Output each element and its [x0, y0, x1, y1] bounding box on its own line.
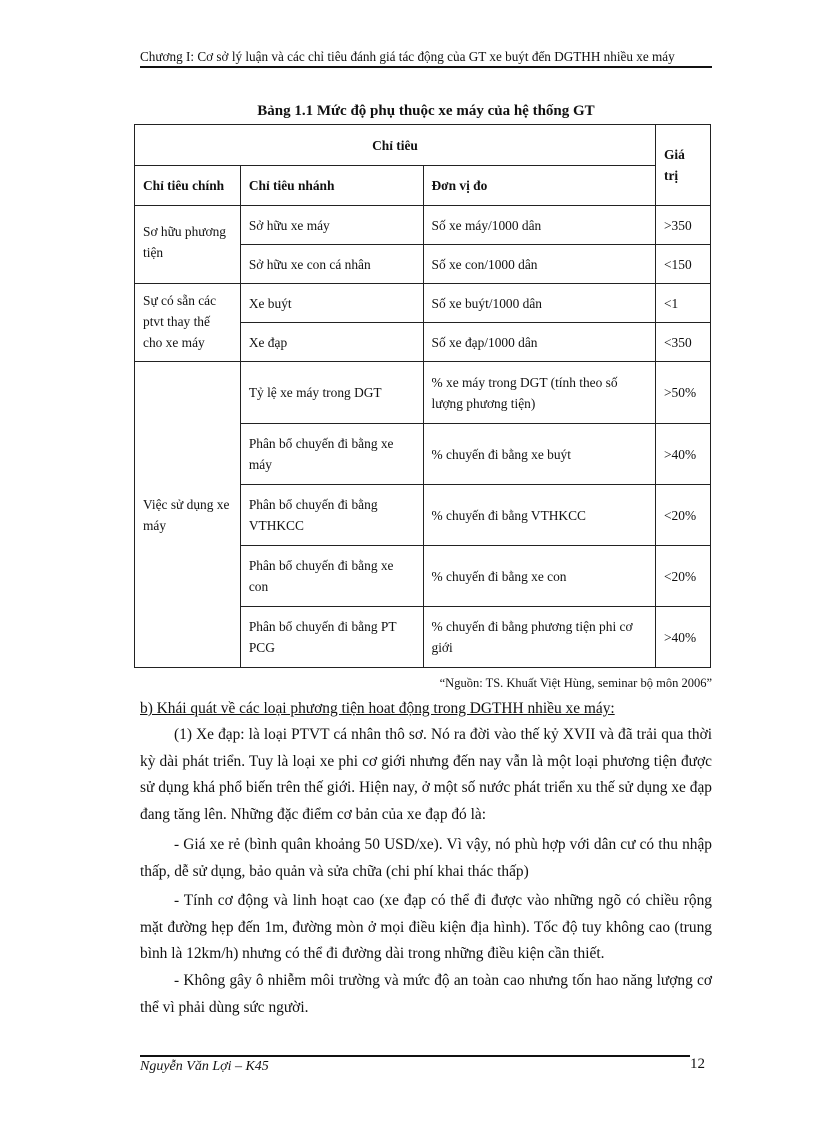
unit-cell: Số xe buýt/1000 dân	[423, 284, 656, 323]
section-subheading: b) Khái quát về các loại phương tiện hoat động trong DGTHH nhiều xe máy:	[140, 700, 615, 717]
value-cell: >40%	[656, 424, 711, 485]
unit-cell: Số xe máy/1000 dân	[423, 206, 656, 245]
unit-cell: % chuyến đi bằng phương tiện phi cơ giới	[423, 607, 656, 668]
table-caption: Bảng 1.1 Mức độ phụ thuộc xe máy của hệ thống GT	[257, 103, 595, 119]
body-paragraph: - Không gây ô nhiễm môi trường và mức độ an toàn cao nhưng tốn hao năng lượng cơ thể vì phải dùng sức người.	[140, 972, 712, 1016]
value-cell: <20%	[656, 485, 711, 546]
body-paragraph: - Giá xe rẻ (bình quân khoảng 50 USD/xe). Vì vậy, nó phù hợp với dân cư có thu nhập thấp, dễ sử dụng, bảo quản và sửa chữa (chi phí khai thác thấp)	[140, 836, 712, 880]
sub-indicator-cell: Xe buýt	[240, 284, 423, 323]
table-row	[135, 206, 711, 245]
value-cell: <150	[656, 245, 711, 284]
value-cell: >50%	[656, 362, 711, 424]
unit-cell: % chuyến đi bằng xe buýt	[423, 424, 656, 485]
unit-cell: % chuyến đi bằng VTHKCC	[423, 485, 656, 546]
body-paragraph: - Tính cơ động và linh hoạt cao (xe đạp có thể đi được vào những ngõ có chiều rộng mặt đường hẹp đến 1m, đường mòn ở mọi điều kiện địa hình). Tốc độ tuy không cao (trung bình là 12km/h) nhưng có thể đi đường dài trong những điều kiện cần thiết.	[140, 892, 712, 962]
table-source-note: “Nguồn: TS. Khuất Việt Hùng, seminar bộ môn 2006”	[439, 676, 712, 690]
table-row	[135, 284, 711, 323]
dependency-table	[134, 124, 711, 668]
footer-author: Nguyễn Văn Lợi – K45	[140, 1059, 269, 1074]
table-subheader-row	[135, 166, 711, 206]
group-header: Chỉ tiêu	[135, 125, 656, 166]
sub-indicator-cell: Phân bổ chuyến đi bằng xe con	[240, 546, 423, 607]
value-cell: >350	[656, 206, 711, 245]
unit-cell: Số xe con/1000 dân	[423, 245, 656, 284]
value-cell: >40%	[656, 607, 711, 668]
main-indicator-cell: Sự có sẵn các ptvt thay thế cho xe máy	[135, 284, 241, 362]
value-cell: <20%	[656, 546, 711, 607]
running-header: Chương I: Cơ sở lý luận và các chỉ tiêu đánh giá tác động của GT xe buýt đến DGTHH nhiều xe máy	[140, 49, 675, 64]
sub-indicator-cell: Tỷ lệ xe máy trong DGT	[240, 362, 423, 424]
sub-indicator-cell: Sở hữu xe con cá nhân	[240, 245, 423, 284]
table-header-row	[135, 125, 711, 166]
sub-indicator-cell: Xe đạp	[240, 323, 423, 362]
col-header-main: Chỉ tiêu chính	[135, 166, 241, 206]
sub-indicator-cell: Phân bổ chuyến đi bằng VTHKCC	[240, 485, 423, 546]
table-row	[135, 362, 711, 424]
main-indicator-cell: Sơ hữu phương tiện	[135, 206, 241, 284]
main-indicator-cell: Việc sử dụng xe máy	[135, 362, 241, 668]
col-header-sub: Chỉ tiêu nhánh	[240, 166, 423, 206]
body-paragraph: (1) Xe đạp: là loại PTVT cá nhân thô sơ. Nó ra đời vào thế kỷ XVII và đã trải qua thời kỳ dài phát triển. Tuy là loại xe phi cơ giới nhưng đến nay vẫn là một loại phương tiện được sử dụng khá phổ biến trên thế giới. Hiện nay, ở một số nước phát triển xu thế sử dụng xe đạp đang tăng lên. Những đặc điểm cơ bản của xe đạp đó là:	[140, 726, 712, 823]
col-header-unit: Đơn vị đo	[423, 166, 656, 206]
unit-cell: % xe máy trong DGT (tính theo số lượng phương tiện)	[423, 362, 656, 424]
unit-cell: Số xe đạp/1000 dân	[423, 323, 656, 362]
page-number: 12	[690, 1056, 705, 1072]
value-header: Giá trị	[656, 125, 711, 206]
sub-indicator-cell: Phân bổ chuyến đi bằng PT PCG	[240, 607, 423, 668]
header-rule	[140, 66, 712, 68]
value-cell: <1	[656, 284, 711, 323]
footer-rule	[140, 1055, 690, 1057]
sub-indicator-cell: Phân bổ chuyến đi bằng xe máy	[240, 424, 423, 485]
unit-cell: % chuyến đi bằng xe con	[423, 546, 656, 607]
value-cell: <350	[656, 323, 711, 362]
sub-indicator-cell: Sở hữu xe máy	[240, 206, 423, 245]
